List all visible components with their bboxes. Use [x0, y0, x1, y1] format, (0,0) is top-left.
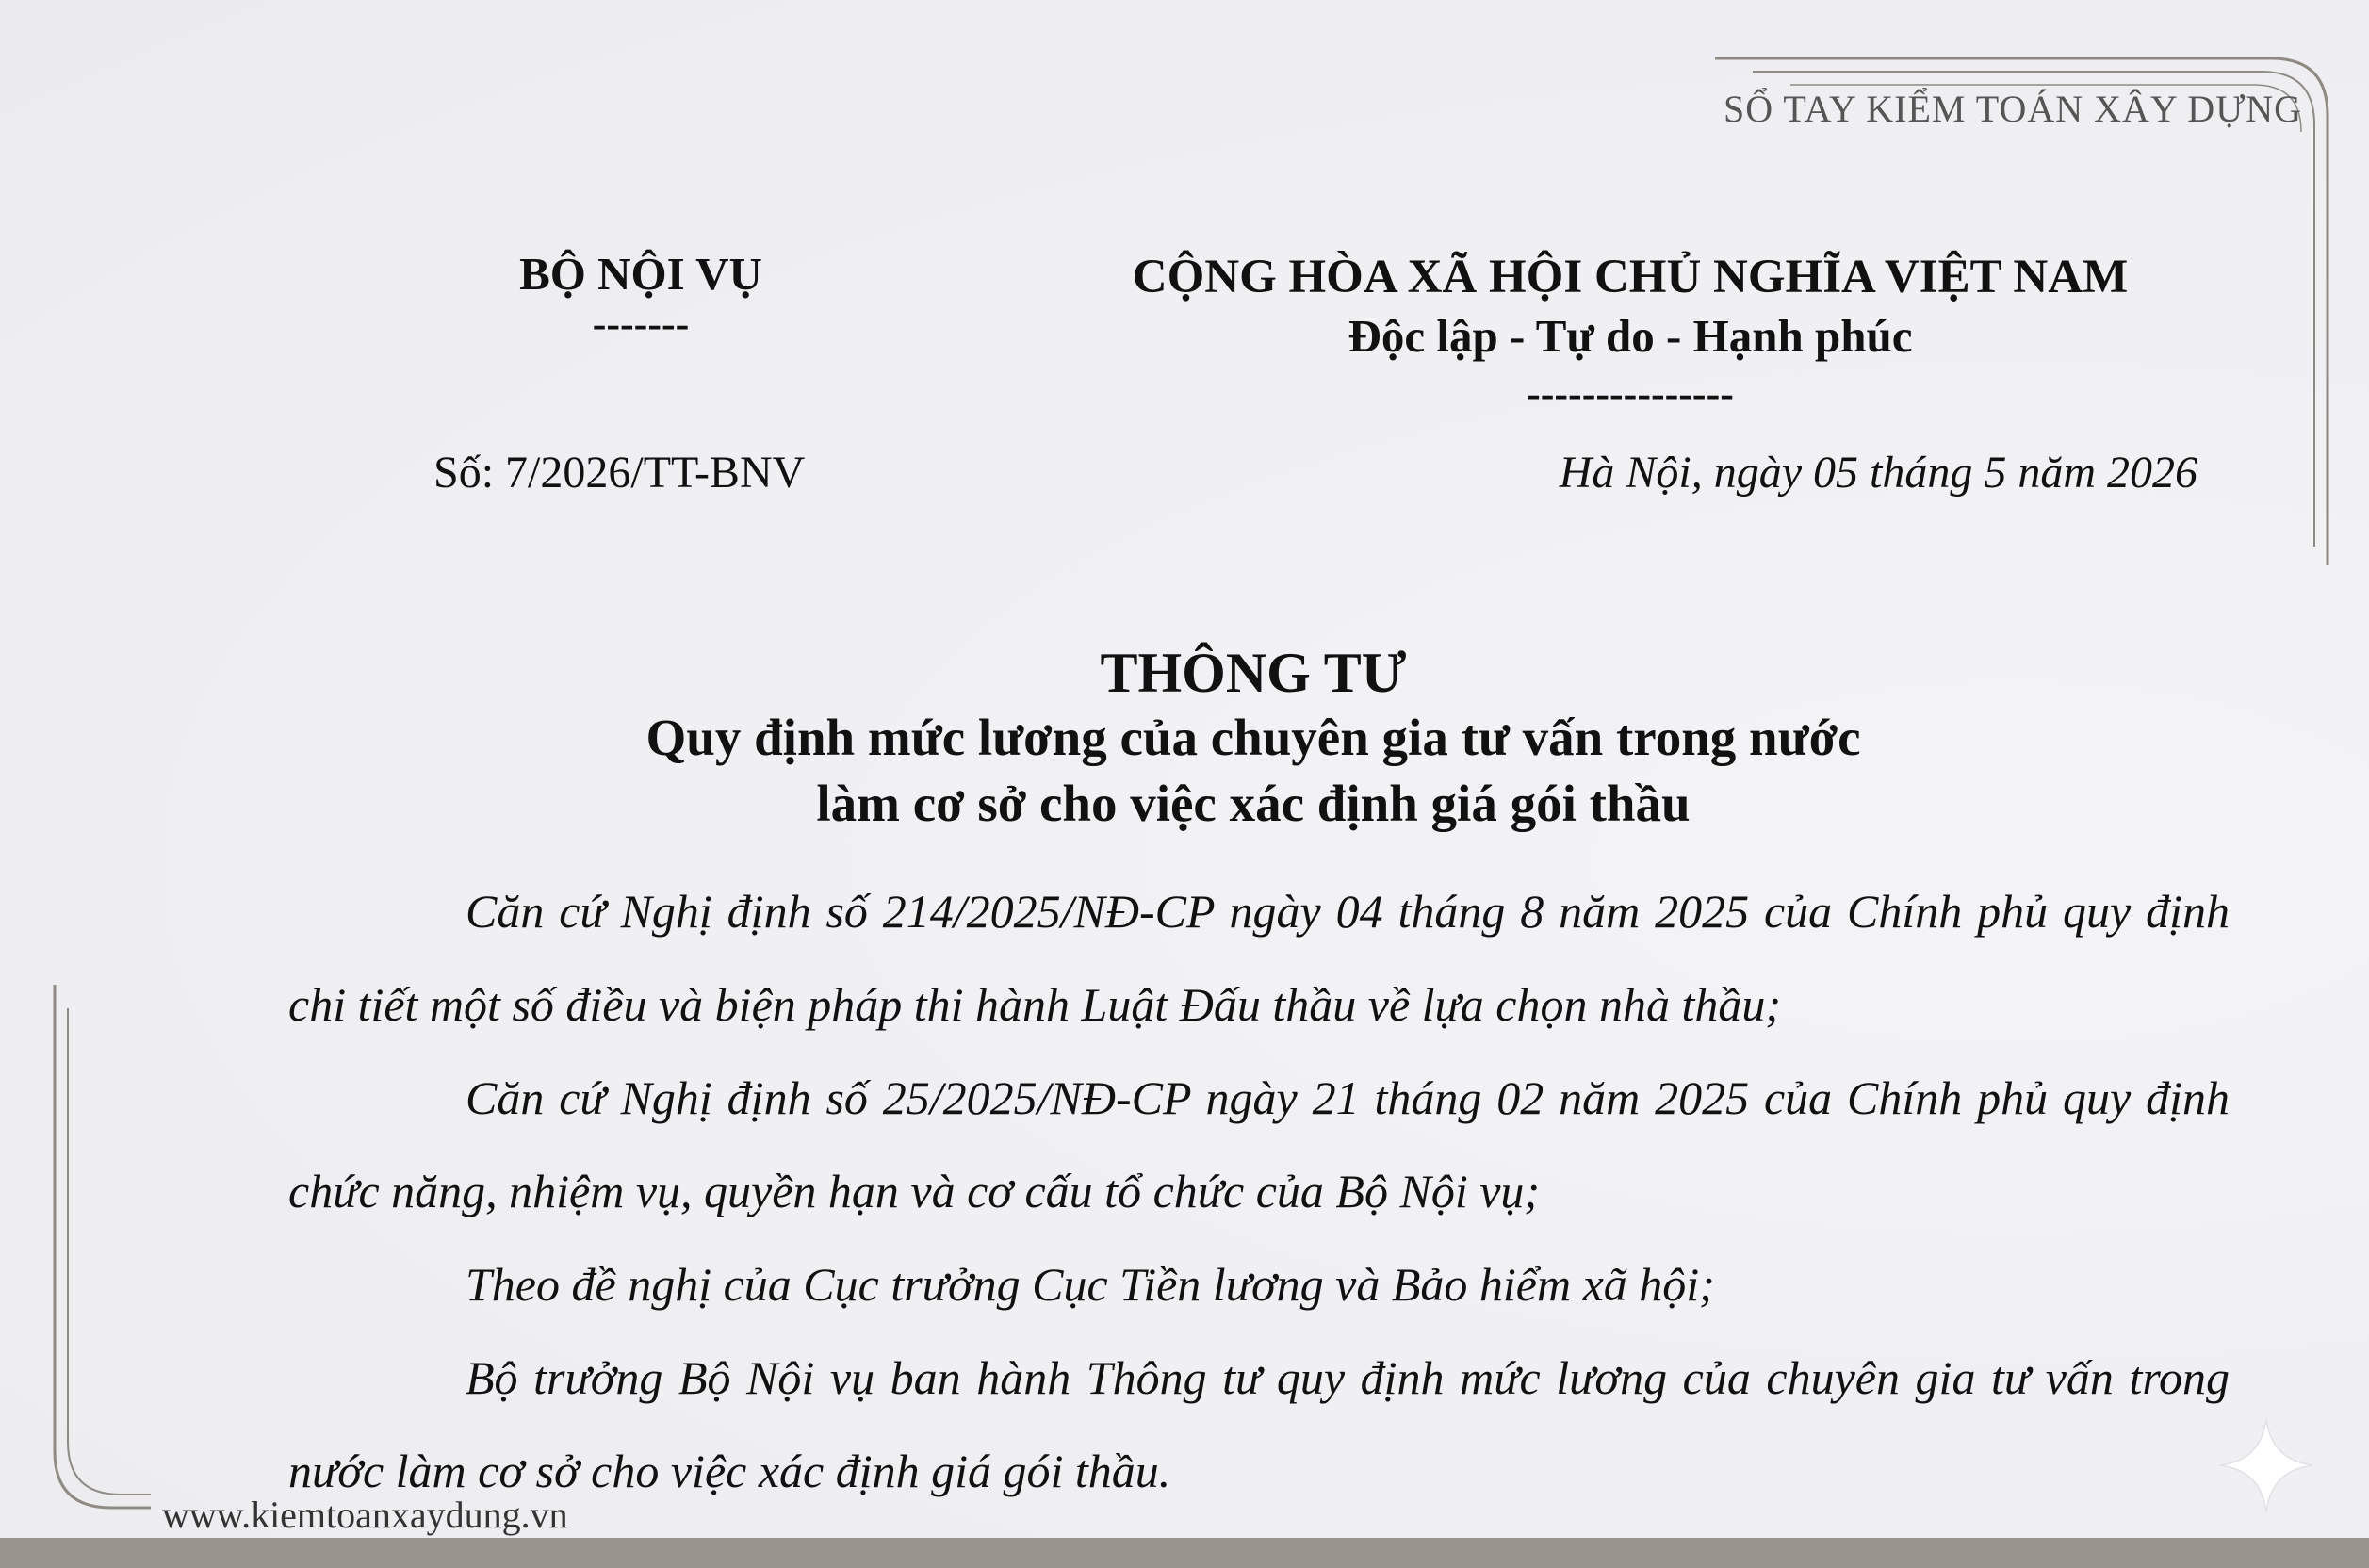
document-title — [311, 641, 2196, 837]
nation-motto: Độc lập - Tự do - Hạnh phúc — [1348, 310, 1913, 362]
document-subject-line-2: làm cơ sở cho việc xác định giá gói thầu — [816, 775, 1691, 832]
nation-divider: --------------- — [1527, 370, 1734, 416]
document-number: Số: 7/2026/TT-BNV — [433, 448, 806, 498]
bottom-bar — [0, 1538, 2369, 1568]
document-subject-line-1: Quy định mức lương của chuyên gia tư vấn trong nước — [645, 709, 1861, 766]
document-type: THÔNG TƯ — [1100, 642, 1407, 704]
national-heading — [1065, 247, 2196, 422]
brand-header: SỔ TAY KIỂM TOÁN XÂY DỰNG — [1724, 88, 2302, 130]
preamble-paragraph: Căn cứ Nghị định số 25/2025/NĐ-CP ngày 21 tháng 02 năm 2025 của Chính phủ quy định chức năng, nhiệm vụ, quyền hạn và cơ cấu tổ chức của Bộ Nội vụ; — [288, 1071, 2230, 1217]
agency-name: BỘ NỘI VỤ — [519, 248, 762, 300]
agency-divider: ------- — [592, 301, 690, 347]
document-preamble — [288, 865, 2230, 1518]
nation-name: CỘNG HÒA XÃ HỘI CHỦ NGHĨA VIỆT NAM — [1132, 251, 2129, 303]
preamble-paragraph: Bộ trưởng Bộ Nội vụ ban hành Thông tư quy định mức lương của chuyên gia tư vấn trong nước làm cơ sở cho việc xác định giá gói thầu. — [288, 1351, 2230, 1497]
footer-website-link[interactable]: www.kiemtoanxaydung.vn — [162, 1494, 568, 1536]
preamble-paragraph: Theo đề nghị của Cục trưởng Cục Tiền lương và Bảo hiểm xã hội; — [466, 1258, 1715, 1311]
place-and-date: Hà Nội, ngày 05 tháng 5 năm 2026 — [1559, 448, 2197, 498]
preamble-paragraph: Căn cứ Nghị định số 214/2025/NĐ-CP ngày 04 tháng 8 năm 2025 của Chính phủ quy định chi tiết một số điều và biện pháp thi hành Luật Đấu thầu về lựa chọn nhà thầu; — [288, 885, 2230, 1031]
issuing-agency — [499, 247, 782, 347]
four-point-star-icon — [2214, 1413, 2318, 1517]
